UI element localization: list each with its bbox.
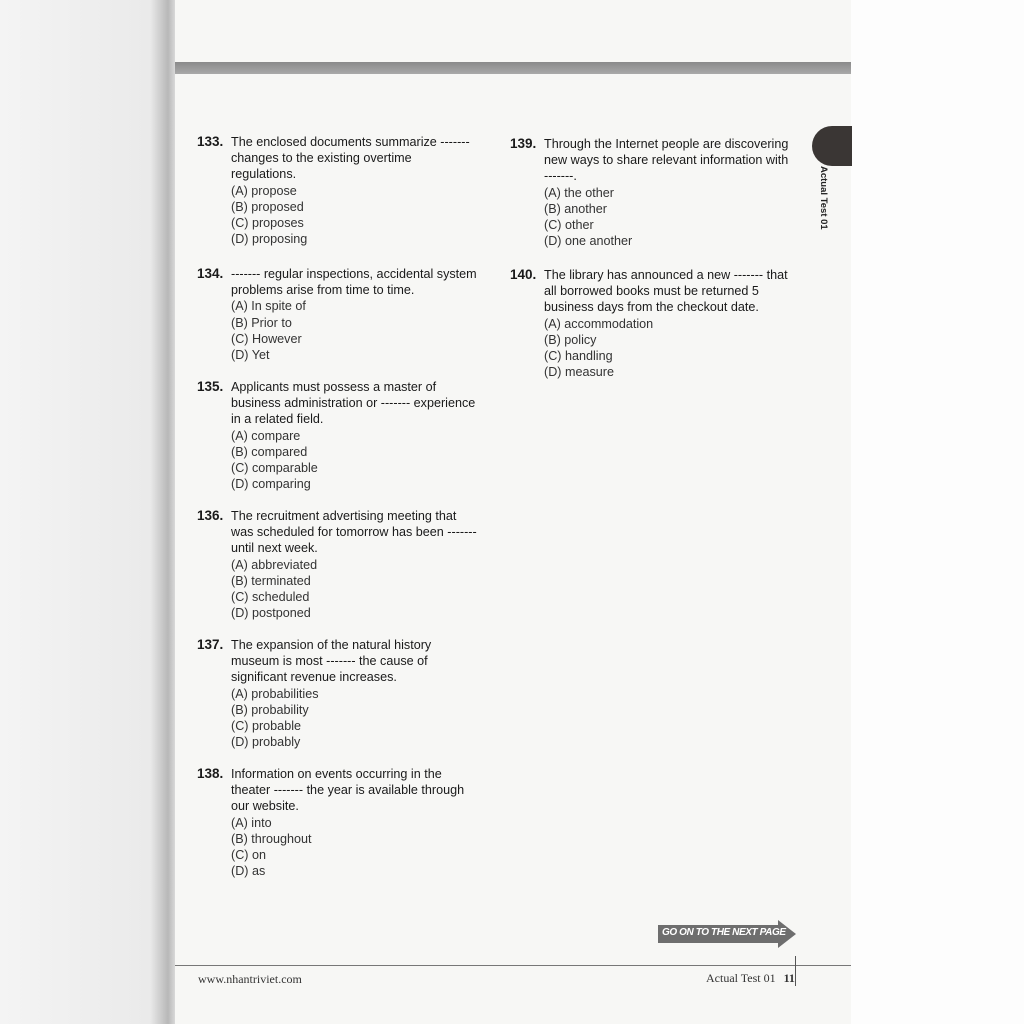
footer-website: www.nhantriviet.com <box>198 972 302 986</box>
question-text-line: until next week. <box>231 541 318 556</box>
question-text-line: ------- regular inspections, accidental system <box>231 267 477 281</box>
question-number: 136. <box>197 508 224 523</box>
answer-option: (C) other <box>544 218 594 233</box>
answer-option: (D) probably <box>231 735 301 750</box>
question-text-line: Information on events occurring in the <box>231 767 442 781</box>
question-body <box>231 637 431 750</box>
question-text-line: significant revenue increases. <box>231 670 397 685</box>
answer-option: (A) In spite of <box>231 299 306 314</box>
answer-option: (D) as <box>231 864 266 879</box>
answer-option: (C) proposes <box>231 216 304 231</box>
answer-option: (C) comparable <box>231 461 318 476</box>
question-text-line: problems arise from time to time. <box>231 283 415 298</box>
answer-option: (C) on <box>231 848 266 863</box>
question-text-line: new ways to share relevant information with <box>544 153 789 168</box>
question-number: 137. <box>197 637 224 652</box>
question-text-line: The recruitment advertising meeting that <box>231 509 457 523</box>
question-body <box>231 508 477 621</box>
question-text-line: Through the Internet people are discovering <box>544 137 789 151</box>
question-body <box>231 766 464 879</box>
answer-option: (B) policy <box>544 332 597 347</box>
answer-option: (D) one another <box>544 234 633 249</box>
answer-option: (D) comparing <box>231 477 311 492</box>
answer-option: (A) propose <box>231 183 297 198</box>
question-number: 135. <box>197 379 224 394</box>
answer-option: (D) Yet <box>231 348 270 363</box>
answer-option: (A) accommodation <box>544 316 654 331</box>
question-text-line: all borrowed books must be returned 5 <box>544 284 759 299</box>
question-body <box>544 267 788 380</box>
question-number: 133. <box>197 134 224 149</box>
answer-option: (B) another <box>544 201 607 216</box>
answer-option: (B) terminated <box>231 573 311 588</box>
section-tab-icon <box>812 126 852 166</box>
answer-option: (D) measure <box>544 365 614 380</box>
question-number: 138. <box>197 766 224 781</box>
question-text-line: regulations. <box>231 167 297 182</box>
question-text-line: our website. <box>231 799 299 814</box>
answer-option: (B) probability <box>231 702 309 717</box>
answer-option: (C) probable <box>231 719 301 734</box>
footer-test-name <box>706 971 795 986</box>
answer-option: (C) However <box>231 331 302 346</box>
footer-page-marker <box>795 956 796 986</box>
answer-option: (B) compared <box>231 444 308 459</box>
question-text-line: changes to the existing overtime <box>231 151 412 166</box>
question-text-line: in a related field. <box>231 412 324 427</box>
question-number: 140. <box>510 267 537 282</box>
question-body <box>231 379 475 492</box>
question-body <box>231 266 477 363</box>
question-text-line: The library has announced a new ------- that <box>544 268 788 282</box>
question-text-line: museum is most ------- the cause of <box>231 654 428 669</box>
answer-option: (B) proposed <box>231 199 304 214</box>
answer-option: (B) Prior to <box>231 315 292 330</box>
question-text-line: theater ------- the year is available through <box>231 783 465 798</box>
book-spine-shadow <box>0 0 175 1024</box>
section-tab-label: Actual Test 01 <box>818 166 829 230</box>
answer-option: (D) postponed <box>231 606 311 621</box>
question-text-line: Applicants must possess a master of <box>231 380 437 394</box>
answer-option: (A) compare <box>231 428 301 443</box>
question-body <box>544 136 788 249</box>
question-text-line: -------. <box>544 169 577 184</box>
answer-option: (A) abbreviated <box>231 557 318 572</box>
question-text-line: business administration or ------- experience <box>231 396 476 411</box>
question-text-line: The expansion of the natural history <box>231 638 432 652</box>
answer-option: (A) into <box>231 815 272 830</box>
question-number: 139. <box>510 136 537 151</box>
go-next-page-label: GO ON TO THE NEXT PAGE <box>662 927 786 938</box>
question-text-line: business days from the checkout date. <box>544 300 759 315</box>
question-body <box>231 134 470 247</box>
question-text-line: The enclosed documents summarize ------- <box>231 135 470 149</box>
answer-option: (B) throughout <box>231 831 312 846</box>
answer-option: (C) scheduled <box>231 590 310 605</box>
answer-option: (C) handling <box>544 349 613 364</box>
footer-test-label: Actual Test 01 <box>706 971 776 985</box>
question-number: 134. <box>197 266 224 281</box>
page-number: 11 <box>783 971 795 985</box>
answer-option: (A) probabilities <box>231 686 319 701</box>
answer-option: (D) proposing <box>231 232 308 247</box>
footer-divider <box>175 965 851 966</box>
header-band <box>175 62 851 74</box>
answer-option: (A) the other <box>544 185 614 200</box>
question-text-line: was scheduled for tomorrow has been ------- <box>231 525 477 540</box>
